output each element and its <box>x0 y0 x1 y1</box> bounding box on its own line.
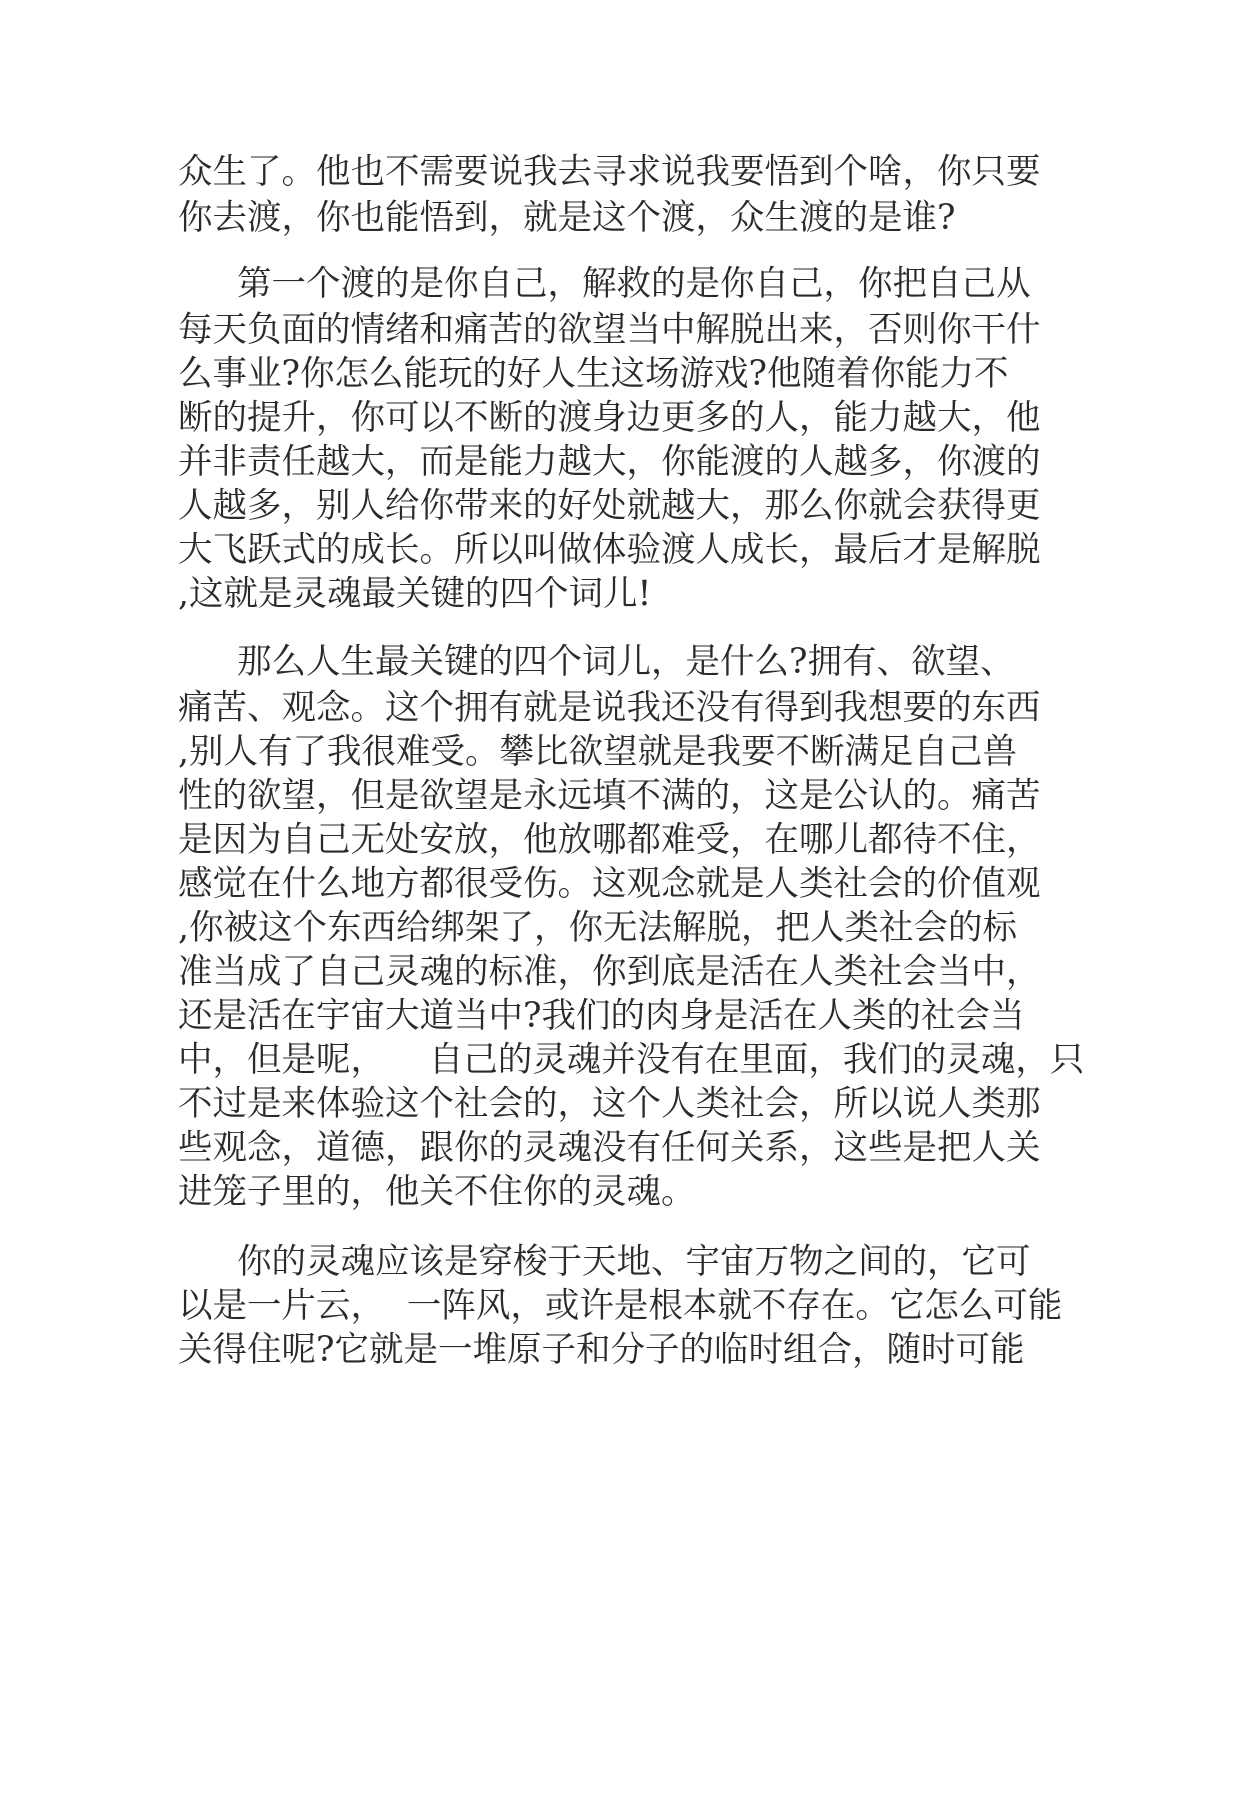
body-text-line: 是因为自己无处安放，他放哪都难受，在哪儿都待不住， <box>178 820 1041 860</box>
body-text-line: 关得住呢?它就是一堆原子和分子的临时组合，随时可能 <box>178 1330 1025 1370</box>
body-text-line: 不过是来体验这个社会的，这个人类社会，所以说人类那 <box>178 1084 1041 1124</box>
body-text-line: 并非责任越大，而是能力越大，你能渡的人越多，你渡的 <box>178 442 1041 482</box>
body-text-line: 中，但是呢， 自己的灵魂并没有在里面，我们的灵魂，只 <box>178 1040 1085 1080</box>
body-text-line: 痛苦、观念。这个拥有就是说我还没有得到我想要的东西 <box>178 688 1041 728</box>
body-text-line: 第一个渡的是你自己，解救的是你自己，你把自己从 <box>237 264 1031 304</box>
body-text-line: 还是活在宇宙大道当中?我们的肉身是活在人类的社会当 <box>178 996 1025 1036</box>
body-text-line: ,别人有了我很难受。攀比欲望就是我要不断满足自己兽 <box>178 732 1017 772</box>
body-text-line: 众生了。他也不需要说我去寻求说我要悟到个啥，你只要 <box>178 152 1041 192</box>
body-text-line: 人越多，别人给你带来的好处就越大，那么你就会获得更 <box>178 486 1041 526</box>
body-text-line: 么事业?你怎么能玩的好人生这场游戏?他随着你能力不 <box>178 354 1009 394</box>
body-text-line: 断的提升，你可以不断的渡身边更多的人，能力越大，他 <box>178 398 1041 438</box>
body-text-line: 每天负面的情绪和痛苦的欲望当中解脱出来，否则你干什 <box>178 310 1041 350</box>
body-text-line: 准当成了自己灵魂的标准，你到底是活在人类社会当中， <box>178 952 1041 992</box>
body-text-line: 进笼子里的，他关不住你的灵魂。 <box>178 1172 696 1212</box>
body-text-line: 那么人生最关键的四个词儿，是什么?拥有、欲望、 <box>237 642 1015 682</box>
body-text-line: 些观念，道德，跟你的灵魂没有任何关系，这些是把人关 <box>178 1128 1041 1168</box>
body-text-line: 性的欲望，但是欲望是永远填不满的，这是公认的。痛苦 <box>178 776 1041 816</box>
body-text-line: ,你被这个东西给绑架了，你无法解脱，把人类社会的标 <box>178 908 1017 948</box>
body-text-line: 你的灵魂应该是穿梭于天地、宇宙万物之间的，它可 <box>237 1242 1031 1282</box>
body-text-line: 大飞跃式的成长。所以叫做体验渡人成长，最后才是解脱 <box>178 530 1041 570</box>
body-text-line: ,这就是灵魂最关键的四个词儿! <box>178 574 652 614</box>
body-text-line: 以是一片云， 一阵风，或许是根本就不存在。它怎么可能 <box>178 1286 1063 1326</box>
body-text-line: 感觉在什么地方都很受伤。这观念就是人类社会的价值观 <box>178 864 1041 904</box>
body-text-line: 你去渡，你也能悟到，就是这个渡，众生渡的是谁? <box>178 198 956 238</box>
